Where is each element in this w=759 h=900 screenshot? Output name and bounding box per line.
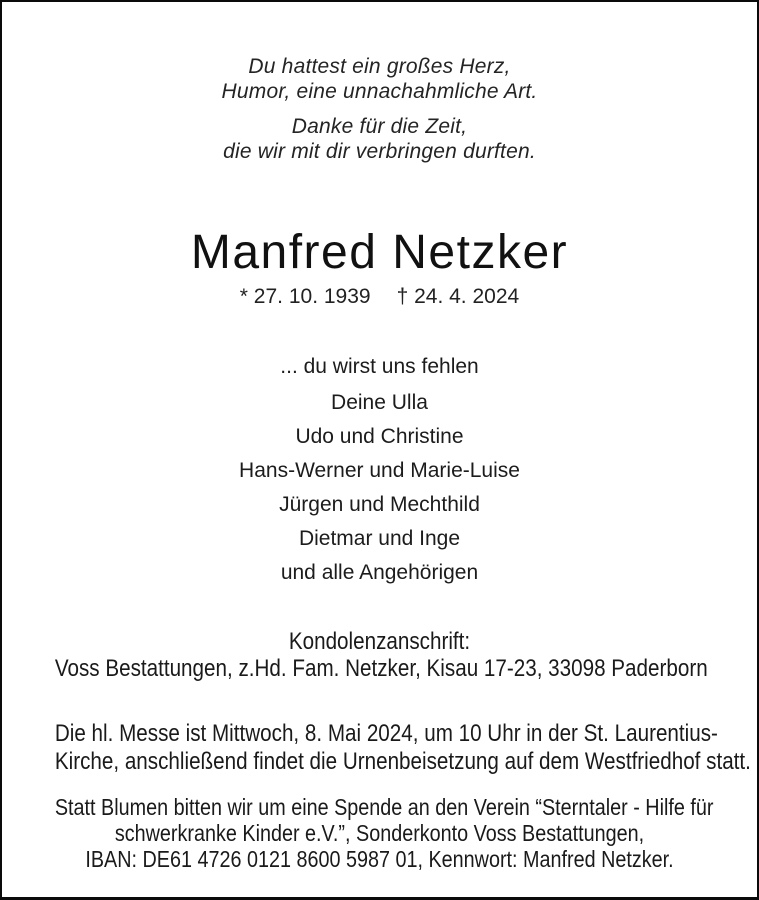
epigraph-line: die wir mit dir verbringen durften. — [223, 140, 536, 163]
mourner-line: Jürgen und Mechthild — [279, 493, 480, 516]
service-line: Kirche, anschließend findet die Urnenbeisetzung auf dem Westfriedhof statt. — [54, 748, 751, 775]
epigraph-verse-2 — [2, 114, 757, 164]
birth-date: * 27. 10. 1939 — [239, 285, 371, 308]
deceased-name: Manfred Netzker — [190, 226, 569, 279]
epigraph-line: Humor, eine unnachahmliche Art. — [221, 80, 538, 103]
epigraph-verse-1 — [2, 54, 757, 104]
mourner-line: und alle Angehörigen — [280, 561, 479, 584]
service-line: Die hl. Messe ist Mittwoch, 8. Mai 2024, um 10 Uhr in der St. Laurentius- — [54, 720, 718, 747]
funeral-service-info — [2, 720, 757, 776]
donation-line: Statt Blumen bitten wir um eine Spende an den Verein “Sterntaler - Hilfe für — [54, 794, 714, 820]
death-date: † 24. 4. 2024 — [396, 285, 520, 308]
donation-line: schwerkranke Kinder e.V.”, Sonderkonto Voss Bestattungen, — [114, 820, 645, 846]
mourner-line: Hans-Werner und Marie-Luise — [239, 459, 520, 482]
epigraph-line: Du hattest ein großes Herz, — [248, 55, 511, 78]
epigraph — [2, 54, 757, 164]
mourner-line: Deine Ulla — [331, 391, 428, 414]
mourner-line: Dietmar und Inge — [298, 527, 461, 550]
condolence-address-block — [2, 628, 757, 682]
mourners-list — [2, 386, 757, 590]
condolence-heading: Kondolenzanschrift: — [288, 628, 471, 655]
farewell-line: ... du wirst uns fehlen — [280, 355, 479, 378]
condolence-address: Voss Bestattungen, z.Hd. Fam. Netzker, Kisau 17-23, 33098 Paderborn — [54, 655, 708, 682]
donation-request-info — [2, 794, 757, 872]
mourner-line: Udo und Christine — [295, 425, 464, 448]
donation-line: IBAN: DE61 4726 0121 8600 5987 01, Kennwort: Manfred Netzker. — [85, 846, 674, 872]
life-dates — [2, 284, 757, 310]
epigraph-line: Danke für die Zeit, — [291, 115, 468, 138]
